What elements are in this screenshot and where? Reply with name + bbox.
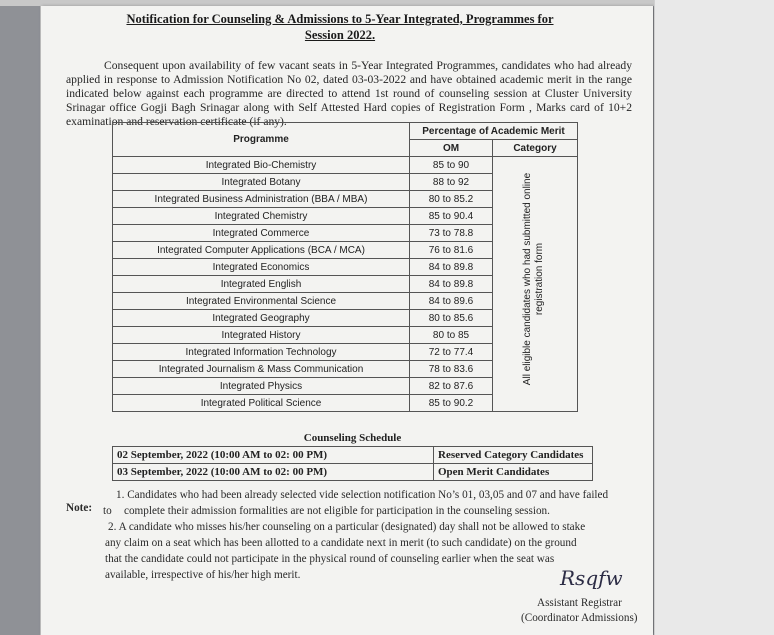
schedule-group-2: Open Merit Candidates (434, 464, 593, 481)
note-to: to (103, 505, 112, 517)
programme-cell: Integrated History (113, 327, 410, 344)
signature-mark: Rsqfw (560, 566, 623, 590)
programme-cell: Integrated Environmental Science (113, 293, 410, 310)
note-item1-line2: complete their admission formalities are not eligible for participation in the counseling session. (124, 505, 550, 517)
note-item2-line3: that the candidate could not participate in the physical round of counseling earlier when the seat was (105, 553, 555, 565)
note-label: Note: (66, 502, 93, 514)
notification-title: Notification for Counseling & Admissions to 5-Year Integrated, Programmes for (126, 12, 554, 26)
om-range-cell: 78 to 83.6 (410, 361, 493, 378)
intro-paragraph (66, 59, 632, 129)
programme-cell: Integrated Journalism & Mass Communication (113, 361, 410, 378)
note-item2-line2: any claim on a seat which has been allotted to a candidate next in merit (to such candidate) on the ground (105, 537, 577, 549)
programme-cell: Integrated Political Science (113, 395, 410, 412)
om-range-cell: 80 to 85.2 (410, 191, 493, 208)
programme-cell: Integrated Chemistry (113, 208, 410, 225)
schedule-group-1: Reserved Category Candidates (434, 447, 593, 464)
table-row (113, 157, 578, 174)
om-range-cell: 76 to 81.6 (410, 242, 493, 259)
merit-table (112, 122, 578, 412)
viewer-side-panel (654, 0, 774, 635)
header-merit: Percentage of Academic Merit (410, 123, 578, 140)
schedule-date-2: 03 September, 2022 (10:00 AM to 02: 00 PM) (113, 464, 434, 481)
programme-cell: Integrated Bio-Chemistry (113, 157, 410, 174)
om-range-cell: 88 to 92 (410, 174, 493, 191)
intro-text: Consequent upon availability of few vacant seats in 5-Year Integrated Programmes, candidates who had already applied in response to Admission Notification No 02, dated 03-03-2022 and have obtained academic merit in the range indicated below against each programme are directed to attend 1st round of counseling session at Cluster University Srinagar office Gogji Bagh Srinagar along with Self Attested Hard copies of Registration Form , Marks card of 10+2 examination and reservation certificate (if any). (66, 59, 632, 128)
om-range-cell: 72 to 77.4 (410, 344, 493, 361)
om-range-cell: 84 to 89.8 (410, 259, 493, 276)
om-range-cell: 80 to 85.6 (410, 310, 493, 327)
note-item2-line4: available, irrespective of his/her high merit. (105, 569, 301, 581)
note-item2-line1: 2. A candidate who misses his/her counseling on a particular (designated) day shall not be allowed to stake (108, 521, 586, 533)
header-programme: Programme (113, 123, 410, 157)
om-range-cell: 82 to 87.6 (410, 378, 493, 395)
note-item1-line1: 1. Candidates who had been already selected vide selection notification No’s 01, 03,05 and 07 and have failed (116, 489, 609, 501)
om-range-cell: 85 to 90.2 (410, 395, 493, 412)
programme-cell: Integrated Economics (113, 259, 410, 276)
notification-session: Session 2022. (304, 28, 376, 42)
om-range-cell: 84 to 89.6 (410, 293, 493, 310)
programme-cell: Integrated Information Technology (113, 344, 410, 361)
om-range-cell: 85 to 90.4 (410, 208, 493, 225)
category-cell (493, 157, 578, 412)
schedule-title: Counseling Schedule (113, 430, 593, 447)
signatory-title: Assistant Registrar (537, 597, 622, 609)
om-range-cell: 85 to 90 (410, 157, 493, 174)
programme-cell: Integrated Computer Applications (BCA / MCA) (113, 242, 410, 259)
programme-cell: Integrated Geography (113, 310, 410, 327)
header-category: Category (493, 140, 578, 157)
programme-cell: Integrated English (113, 276, 410, 293)
schedule-date-1: 02 September, 2022 (10:00 AM to 02: 00 PM) (113, 447, 434, 464)
om-range-cell: 73 to 78.8 (410, 225, 493, 242)
programme-cell: Integrated Business Administration (BBA / MBA) (113, 191, 410, 208)
header-om: OM (410, 140, 493, 157)
signatory-role: (Coordinator Admissions) (521, 612, 638, 624)
programme-cell: Integrated Botany (113, 174, 410, 191)
counseling-schedule-table (112, 430, 593, 481)
om-range-cell: 80 to 85 (410, 327, 493, 344)
category-note: All eligible candidates who had submitted online registration form (522, 172, 545, 386)
om-range-cell: 84 to 89.8 (410, 276, 493, 293)
programme-cell: Integrated Physics (113, 378, 410, 395)
programme-cell: Integrated Commerce (113, 225, 410, 242)
